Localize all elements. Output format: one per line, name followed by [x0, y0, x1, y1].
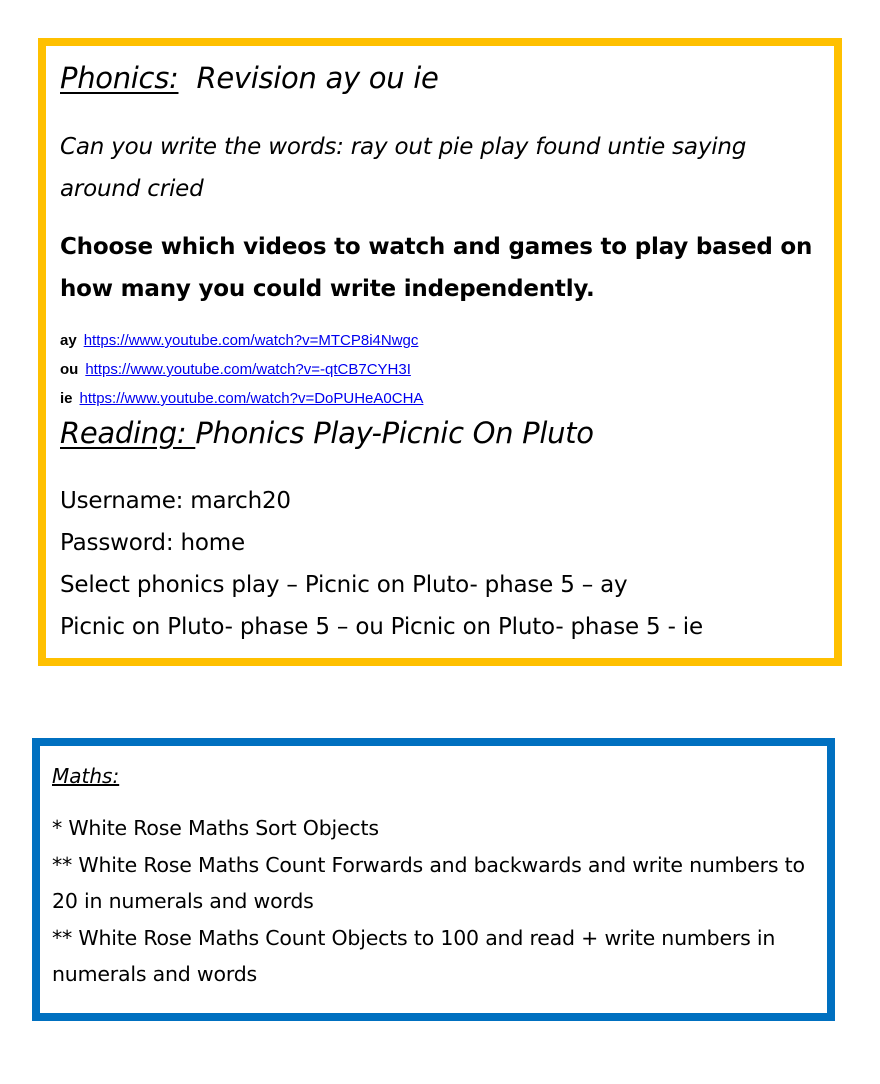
- reading-details: [60, 480, 703, 648]
- link-row-ou: [60, 355, 423, 384]
- video-link-ay[interactable]: https://www.youtube.com/watch?v=MTCP8i4Nwgc: [83, 332, 419, 349]
- reading-heading-label: Reading:: [60, 416, 196, 450]
- phonics-heading: [60, 61, 439, 95]
- phonics-panel: [38, 38, 842, 666]
- link-key-ie: ie: [60, 390, 73, 407]
- video-link-ie[interactable]: https://www.youtube.com/watch?v=DoPUHeA0CHA: [79, 390, 424, 407]
- maths-list: [52, 810, 815, 993]
- link-key-ay: ay: [60, 332, 77, 349]
- phonics-heading-label: Phonics:: [60, 61, 179, 95]
- reading-heading-text: Phonics Play-Picnic On Pluto: [195, 416, 594, 450]
- maths-item-sort-objects: * White Rose Maths Sort Objects: [52, 816, 379, 840]
- maths-item-count-forwards: ** White Rose Maths Count Forwards and backwards and write numbers to 20 in numerals and words: [52, 852, 805, 913]
- username-line: Username: march20: [60, 488, 291, 514]
- phonics-choose-text: Choose which videos to watch and games to play based on how many you could write independently.: [60, 234, 813, 302]
- reading-heading: [60, 416, 594, 450]
- video-link-ou[interactable]: https://www.youtube.com/watch?v=-qtCB7CYH3I: [85, 361, 411, 378]
- maths-panel: [32, 738, 835, 1021]
- link-row-ay: [60, 326, 423, 355]
- phonics-link-list: [60, 326, 423, 413]
- picnic-line: Picnic on Pluto- phase 5 – ou Picnic on Pluto- phase 5 - ie: [60, 614, 703, 640]
- password-line: Password: home: [60, 530, 245, 556]
- phonics-heading-text: Revision ay ou ie: [196, 61, 439, 95]
- link-key-ou: ou: [60, 361, 79, 378]
- maths-item-count-objects: ** White Rose Maths Count Objects to 100 and read + write numbers in numerals and words: [52, 925, 776, 986]
- link-row-ie: [60, 384, 423, 413]
- maths-heading: Maths:: [52, 764, 120, 788]
- phonics-instruction: Can you write the words: ray out pie play found untie saying around cried: [60, 134, 747, 202]
- select-line: Select phonics play – Picnic on Pluto- phase 5 – ay: [60, 572, 628, 598]
